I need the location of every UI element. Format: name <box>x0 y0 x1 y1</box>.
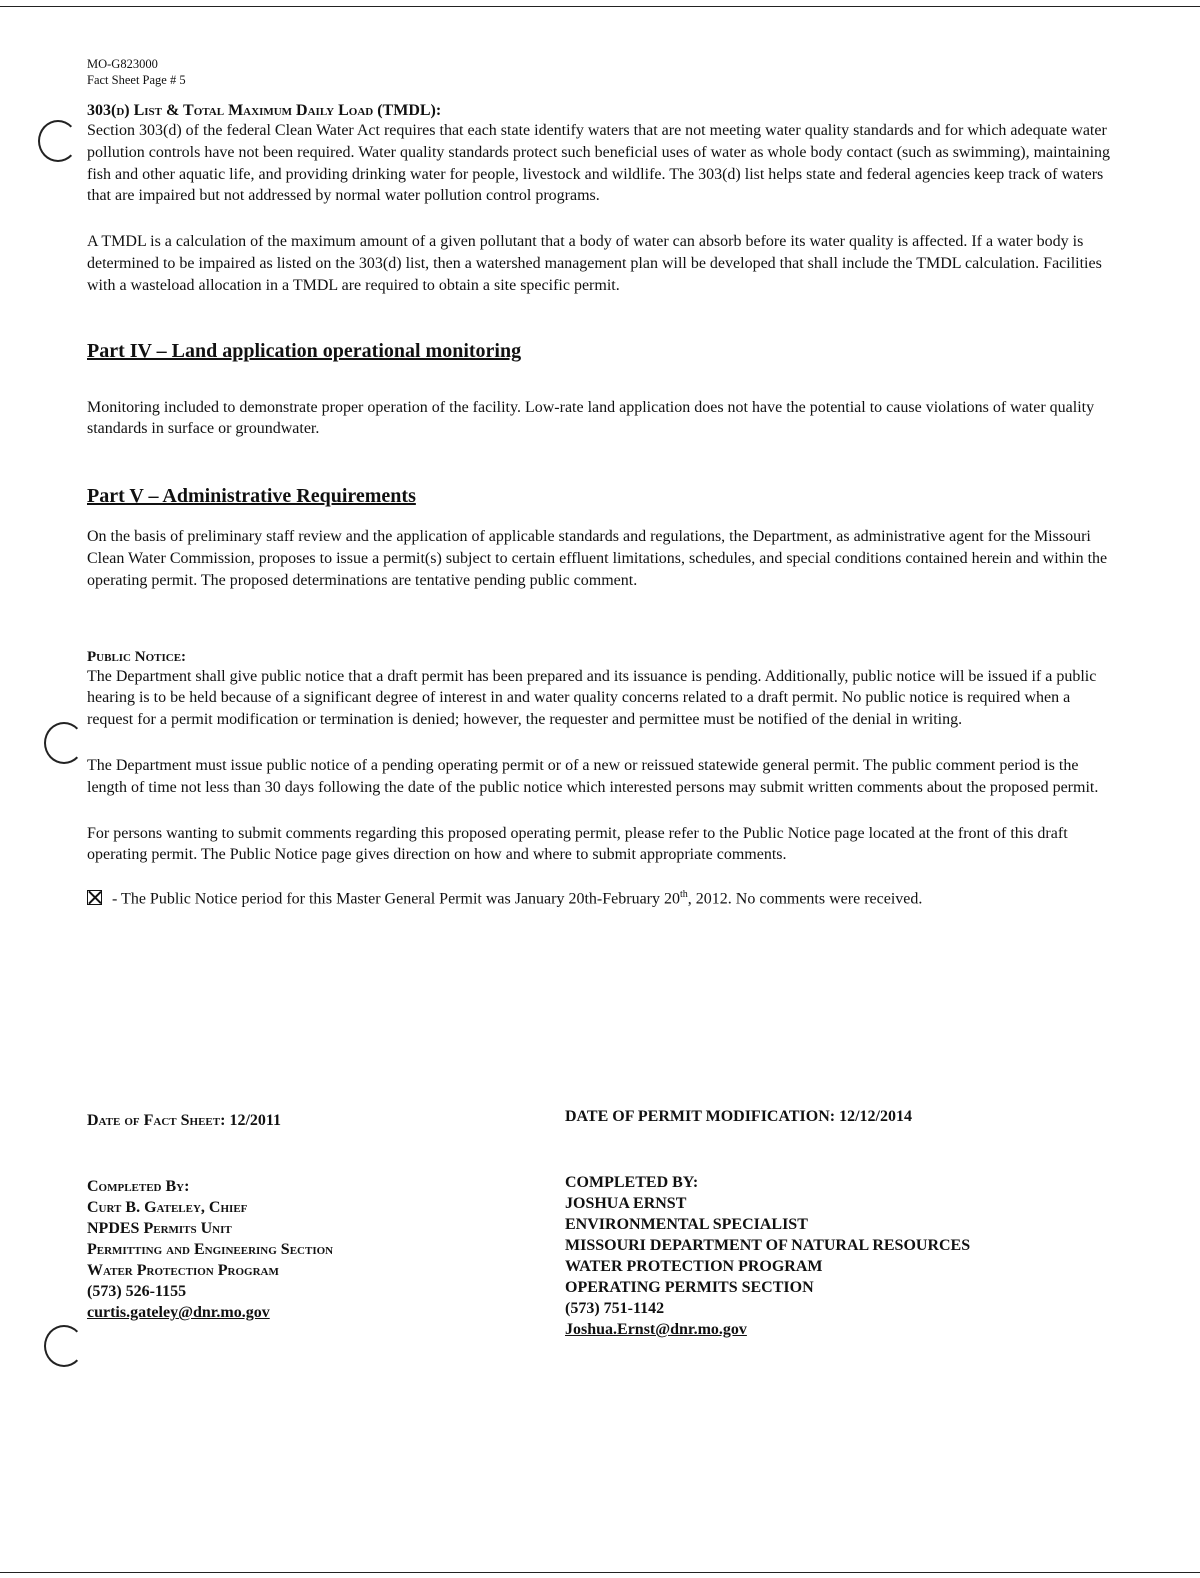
signatory-program: Water Protection Program <box>87 1262 279 1279</box>
public-notice-paragraph: The Department must issue public notice of a pending operating permit or of a new or reissued statewide general permit. The public comment period is the length of time not less than 30 days following the date of the public notice which interested persons may submit written comments about the proposed permit. <box>87 756 1099 796</box>
binder-hole-mark <box>44 722 84 764</box>
permit-modification-date-label: DATE OF PERMIT MODIFICATION: <box>565 1108 836 1125</box>
public-notice-checkbox-line <box>87 884 1117 910</box>
bottom-rule <box>0 1572 1200 1573</box>
notice-period-text-end: , 2012. No comments were received. <box>687 890 923 908</box>
tmdl-paragraph: A TMDL is a calculation of the maximum amount of a given pollutant that a body of water can absorb before its water quality is affected. If a water body is determined to be impaired as listed on the 303(d) list, then a watershed management plan will be developed that shall include the TMDL calculation. Facilities with a wasteload allocation in a TMDL are required to obtain a site specific permit. <box>87 233 1102 294</box>
top-rule <box>0 6 1200 7</box>
signatory-email-link[interactable]: Joshua.Ernst@dnr.mo.gov <box>565 1321 747 1338</box>
part-v-title: Part V – Administrative Requirements <box>87 485 416 508</box>
left-signature-block <box>87 1176 333 1323</box>
notice-period-text: - The Public Notice period for this Master General Permit was January 20th-February 20 <box>108 890 680 908</box>
permit-modification-date-value: 12/12/2014 <box>839 1108 912 1125</box>
fact-sheet-date-label: Date of Fact Sheet: <box>87 1112 226 1129</box>
signatory-phone: (573) 751-1142 <box>565 1300 665 1317</box>
part-v-paragraph: On the basis of preliminary staff review and the application of applicable standards and regulations, the Department, as administrative agent for the Missouri Clean Water Commission, proposes to issue a permit(s) subject to certain effluent limitations, schedules, and special conditions contained herein and within the operating permit. The proposed determinations are tentative pending public comment. <box>87 528 1108 589</box>
checked-box-icon <box>87 890 102 905</box>
signatory-name: JOSHUA ERNST <box>565 1195 687 1212</box>
right-signature-block <box>565 1172 970 1340</box>
public-notice-paragraph: For persons wanting to submit comments regarding this proposed operating permit, please refer to the Public Notice page located at the front of this draft operating permit. The Public Notice page gives direction on how and where to submit appropriate comments. <box>87 824 1068 864</box>
signatory-email-link[interactable]: curtis.gateley@dnr.mo.gov <box>87 1304 270 1321</box>
binder-hole-mark <box>44 1325 84 1367</box>
signatory-name: Curt B. Gateley, Chief <box>87 1199 248 1216</box>
fact-sheet-date-value: 12/2011 <box>229 1112 281 1129</box>
tmdl-heading: 303(d) List & Total Maximum Daily Load (TMDL): <box>87 102 442 119</box>
part-iv-title: Part IV – Land application operational monitoring <box>87 339 522 362</box>
signatory-section: OPERATING PERMITS SECTION <box>565 1279 814 1296</box>
public-notice-paragraph: The Department shall give public notice that a draft permit has been prepared and its issuance is pending. Additionally, public notice will be issued if a public hearing is to be held because of a significant degree of interest in and water quality concerns related to a draft permit. No public notice is required when a request for a permit modification or termination is denied; however, the requester and permittee must be notified of the denial in writing. <box>87 667 1097 729</box>
fact-sheet-date <box>87 1110 281 1131</box>
completed-by-label: Completed By: <box>87 1178 190 1195</box>
signatory-program: WATER PROTECTION PROGRAM <box>565 1258 823 1275</box>
signatory-department: MISSOURI DEPARTMENT OF NATURAL RESOURCES <box>565 1237 971 1254</box>
part-iv-paragraph: Monitoring included to demonstrate proper operation of the facility. Low-rate land application does not have the potential to cause violations of water quality standards in surface or groundwater. <box>87 398 1095 438</box>
signatory-phone: (573) 526-1155 <box>87 1283 187 1300</box>
page-label: Fact Sheet Page # 5 <box>87 73 186 87</box>
public-notice-heading: Public Notice: <box>87 648 187 665</box>
signatory-unit: NPDES Permits Unit <box>87 1220 232 1237</box>
ordinal-suffix: th <box>680 889 688 901</box>
signatory-section: Permitting and Engineering Section <box>87 1241 334 1258</box>
tmdl-paragraph: Section 303(d) of the federal Clean Water Act requires that each state identify waters that are not meeting water quality standards and for which adequate water pollution controls have not been required. Water quality standards protect such beneficial uses of water as whole body contact (such as swimming), maintaining fish and other aquatic life, and providing drinking water for people, livestock and wildlife. The 303(d) list helps state and federal agencies keep track of waters that are impaired but not addressed by normal water pollution control programs. <box>87 122 1111 205</box>
completed-by-label: COMPLETED BY: <box>565 1174 699 1191</box>
permit-modification-date <box>565 1106 912 1127</box>
signatory-title: ENVIRONMENTAL SPECIALIST <box>565 1216 808 1233</box>
document-body <box>87 56 1117 910</box>
document-id: MO-G823000 <box>87 57 158 71</box>
binder-hole-mark <box>38 120 78 162</box>
